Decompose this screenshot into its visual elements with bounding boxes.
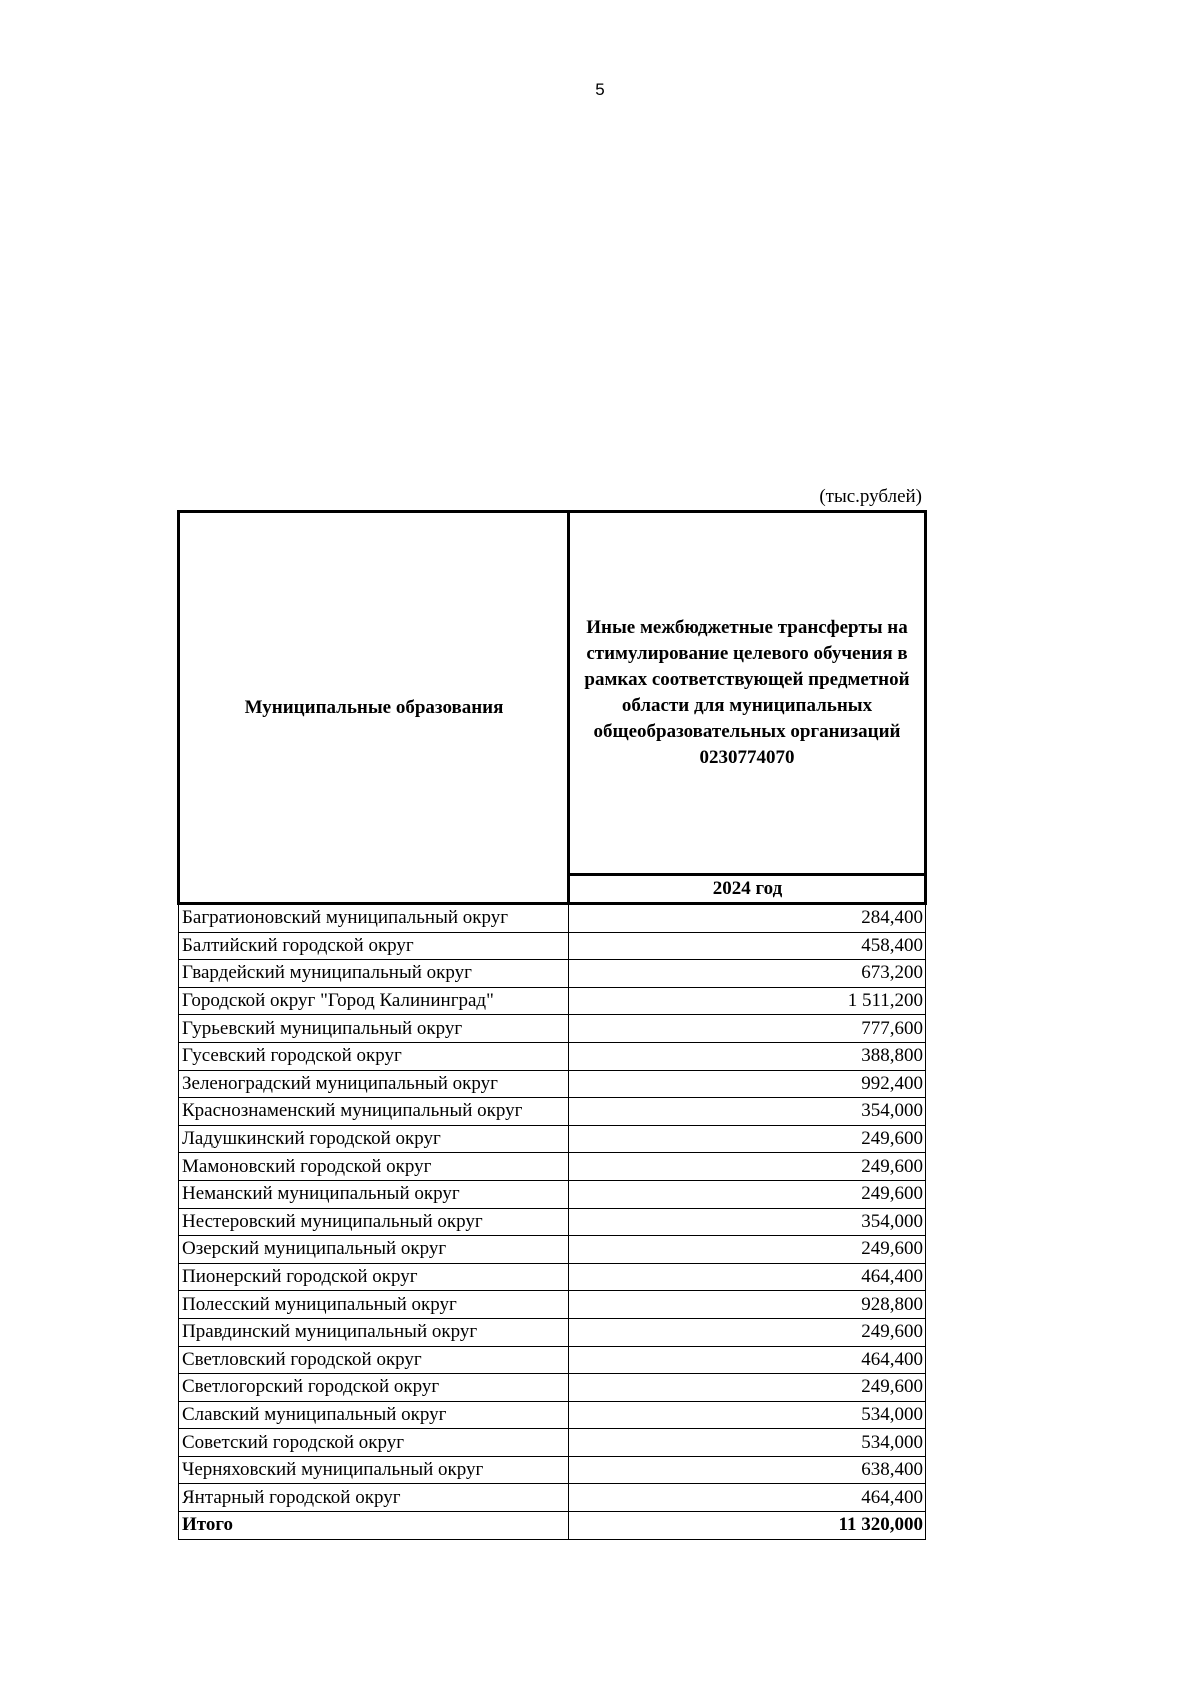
transfer-amount: 249,600 [569, 1153, 926, 1181]
transfer-amount: 354,000 [569, 1208, 926, 1236]
table-row [179, 1291, 926, 1319]
header-transfers: Иные межбюджетные трансферты на стимулирование целевого обучения в рамках соответствующей предметной области для муниципальных общеобразовательных организаций 0230774070 [569, 512, 926, 875]
table-row [179, 1125, 926, 1153]
table-row [179, 1070, 926, 1098]
transfer-amount: 249,600 [569, 1180, 926, 1208]
municipality-name: Городской округ "Город Калининград" [179, 987, 569, 1015]
table-row [179, 1401, 926, 1429]
municipality-name: Багратионовский муниципальный округ [179, 904, 569, 933]
transfer-amount: 777,600 [569, 1015, 926, 1043]
transfer-amount: 638,400 [569, 1456, 926, 1484]
transfer-amount: 464,400 [569, 1484, 926, 1512]
municipality-name: Гурьевский муниципальный округ [179, 1015, 569, 1043]
municipality-name: Балтийский городской округ [179, 932, 569, 960]
page-number: 5 [595, 80, 605, 99]
table-row [179, 1208, 926, 1236]
table-row [179, 1263, 926, 1291]
table-row [179, 960, 926, 988]
total-label: Итого [179, 1512, 569, 1540]
municipality-name: Янтарный городской округ [179, 1484, 569, 1512]
municipality-name: Гвардейский муниципальный округ [179, 960, 569, 988]
transfers-table [177, 510, 927, 1540]
transfer-amount: 249,600 [569, 1318, 926, 1346]
table-row [179, 1484, 926, 1512]
municipality-name: Ладушкинский городской округ [179, 1125, 569, 1153]
transfer-amount: 458,400 [569, 932, 926, 960]
transfer-amount: 534,000 [569, 1401, 926, 1429]
table-row [179, 1098, 926, 1126]
municipality-name: Зеленоградский муниципальный округ [179, 1070, 569, 1098]
table-row [179, 1180, 926, 1208]
municipality-name: Черняховский муниципальный округ [179, 1456, 569, 1484]
table-row [179, 1318, 926, 1346]
table-row [179, 1456, 926, 1484]
municipality-name: Светловский городской округ [179, 1346, 569, 1374]
table-row [179, 1374, 926, 1402]
municipality-name: Светлогорский городской округ [179, 1374, 569, 1402]
transfer-amount: 388,800 [569, 1042, 926, 1070]
table-row [179, 1153, 926, 1181]
table-row [179, 1042, 926, 1070]
total-row [179, 1512, 926, 1540]
header-municipalities: Муниципальные образования [179, 512, 569, 904]
municipality-name: Нестеровский муниципальный округ [179, 1208, 569, 1236]
header-year: 2024 год [569, 875, 926, 904]
table-row [179, 1346, 926, 1374]
transfer-amount: 249,600 [569, 1125, 926, 1153]
total-amount: 11 320,000 [569, 1512, 926, 1540]
table-header-row [179, 512, 926, 875]
transfer-amount: 534,000 [569, 1429, 926, 1457]
municipality-name: Славский муниципальный округ [179, 1401, 569, 1429]
table-row [179, 987, 926, 1015]
transfer-amount: 1 511,200 [569, 987, 926, 1015]
table-row [179, 932, 926, 960]
table-row [179, 904, 926, 933]
municipality-name: Озерский муниципальный округ [179, 1236, 569, 1264]
municipality-name: Краснознаменский муниципальный округ [179, 1098, 569, 1126]
municipality-name: Советский городской округ [179, 1429, 569, 1457]
municipality-name: Мамоновский городской округ [179, 1153, 569, 1181]
table-row [179, 1236, 926, 1264]
municipality-name: Пионерский городской округ [179, 1263, 569, 1291]
transfer-amount: 249,600 [569, 1374, 926, 1402]
transfer-amount: 992,400 [569, 1070, 926, 1098]
municipality-name: Гусевский городской округ [179, 1042, 569, 1070]
transfer-amount: 284,400 [569, 904, 926, 933]
transfer-amount: 249,600 [569, 1236, 926, 1264]
units-note: (тыс.рублей) [819, 486, 922, 507]
table-row [179, 1429, 926, 1457]
transfer-amount: 928,800 [569, 1291, 926, 1319]
transfer-amount: 464,400 [569, 1346, 926, 1374]
transfer-amount: 354,000 [569, 1098, 926, 1126]
municipality-name: Полесский муниципальный округ [179, 1291, 569, 1319]
transfer-amount: 464,400 [569, 1263, 926, 1291]
municipality-name: Неманский муниципальный округ [179, 1180, 569, 1208]
municipality-name: Правдинский муниципальный округ [179, 1318, 569, 1346]
table-row [179, 1015, 926, 1043]
transfer-amount: 673,200 [569, 960, 926, 988]
